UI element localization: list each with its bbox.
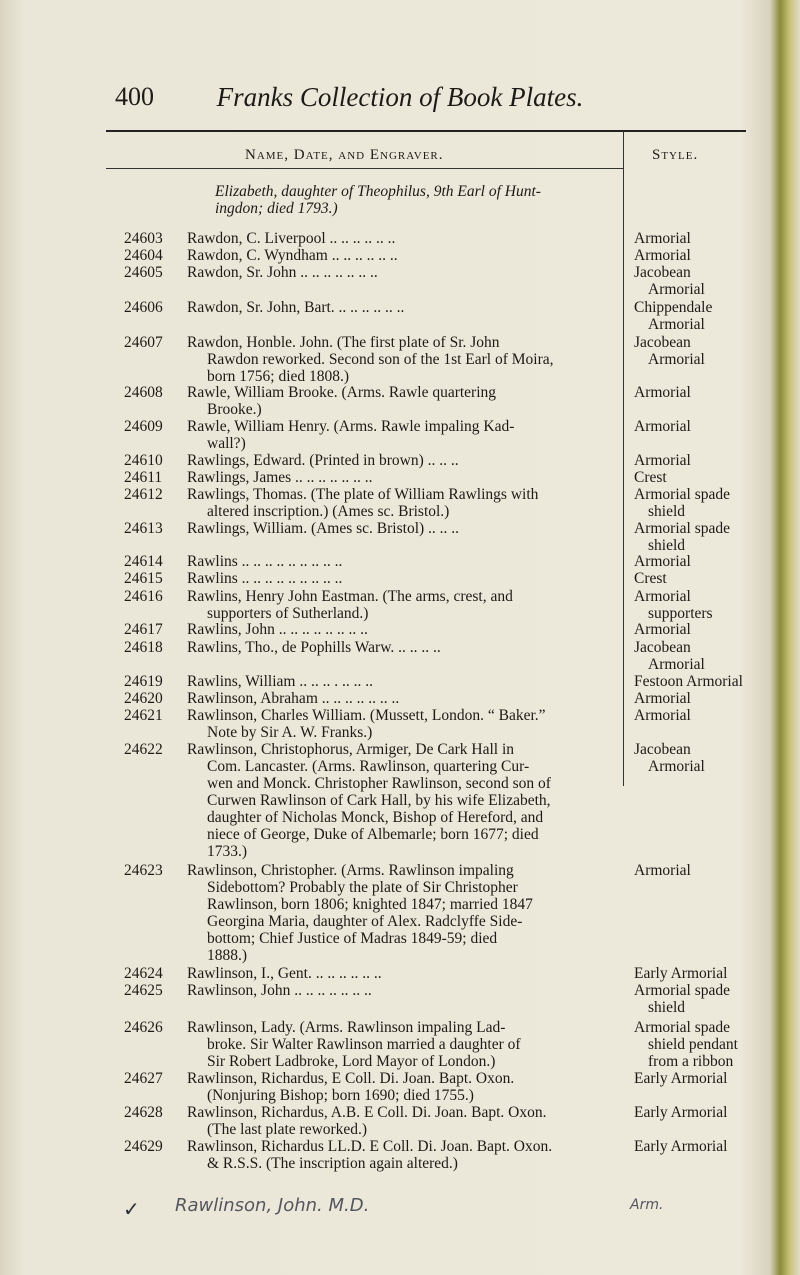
style-line: Early Armorial xyxy=(634,1138,728,1155)
entry-style xyxy=(634,230,754,247)
plate-number: 24610 xyxy=(124,452,163,469)
entry-style xyxy=(634,1138,754,1155)
entry-line: Rawlings, James .. .. .. .. .. .. .. xyxy=(187,469,373,486)
entry-name xyxy=(187,264,617,281)
entry-line: altered inscription.) (Ames sc. Bristol.) xyxy=(207,503,450,520)
style-line: Jacobean xyxy=(634,264,691,281)
entry-name xyxy=(187,486,617,520)
entry-style xyxy=(634,965,754,982)
style-line: Armorial xyxy=(648,281,705,298)
style-line: Festoon Armorial xyxy=(634,673,743,690)
entry-style xyxy=(634,469,754,486)
entry-line: Rawdon, Sr. John .. .. .. .. .. .. .. xyxy=(187,264,378,281)
entry-line: Com. Lancaster. (Arms. Rawlinson, quartering Cur- xyxy=(207,758,530,775)
handwritten-note xyxy=(0,1195,800,1245)
plate-number: 24607 xyxy=(124,334,163,351)
plate-number: 24612 xyxy=(124,486,163,503)
entry-line: Rawlins, John .. .. .. .. .. .. .. .. xyxy=(187,621,368,638)
entry-line: Rawlinson, Christophorus, Armiger, De Cark Hall in xyxy=(187,741,514,758)
entry-style xyxy=(634,1070,754,1087)
entry-name xyxy=(187,690,617,707)
plate-number: 24619 xyxy=(124,673,163,690)
style-line: Armorial xyxy=(634,862,691,879)
entry-line: supporters of Sutherland.) xyxy=(207,605,369,622)
entry-line: Rawlings, William. (Ames sc. Bristol) .. .. .. xyxy=(187,520,460,537)
plate-number: 24629 xyxy=(124,1138,163,1155)
entry-style xyxy=(634,588,754,622)
entry-line: wall?) xyxy=(207,435,246,452)
entry-style xyxy=(634,1104,754,1121)
entry-line: (Nonjuring Bishop; born 1690; died 1755.) xyxy=(207,1087,474,1104)
entry-style xyxy=(634,690,754,707)
top-rule xyxy=(106,130,746,132)
entry-style xyxy=(634,673,754,690)
entry-line: (The last plate reworked.) xyxy=(207,1121,368,1138)
entry-name xyxy=(187,1104,617,1138)
plate-number: 24605 xyxy=(124,264,163,281)
plate-number: 24615 xyxy=(124,570,163,587)
entry-line: born 1756; died 1808.) xyxy=(207,368,350,385)
style-line: shield xyxy=(648,537,686,554)
entry-line: Rawlinson, I., Gent. .. .. .. .. .. .. xyxy=(187,965,382,982)
style-line: Armorial xyxy=(634,230,691,247)
plate-number: 24616 xyxy=(124,588,163,605)
style-line: shield xyxy=(648,503,686,520)
plate-number: 24604 xyxy=(124,247,163,264)
entry-name xyxy=(187,520,617,537)
entry-line: Georgina Maria, daughter of Alex. Radclyffe Side- xyxy=(207,913,523,930)
entry-name xyxy=(187,621,617,638)
style-line: Armorial xyxy=(648,758,705,775)
entry-style xyxy=(634,384,754,401)
entry-line: 1888.) xyxy=(207,947,248,964)
style-line: Armorial xyxy=(648,351,705,368)
plate-number: 24611 xyxy=(124,469,163,486)
plate-number: 24613 xyxy=(124,520,163,537)
checkmark-icon: ✓ xyxy=(123,1197,140,1221)
entry-line: broke. Sir Walter Rawlinson married a daughter of xyxy=(207,1036,521,1053)
entry-line: Rawdon, Honble. John. (The first plate of Sr. John xyxy=(187,334,500,351)
style-line: Armorial xyxy=(634,588,691,605)
style-line: Early Armorial xyxy=(634,1104,728,1121)
style-line: Armorial spade xyxy=(634,1019,730,1036)
entry-name xyxy=(187,230,617,247)
style-line: Crest xyxy=(634,570,667,587)
style-line: Early Armorial xyxy=(634,965,728,982)
style-line: Armorial xyxy=(648,316,705,333)
header-rule xyxy=(106,168,623,169)
style-line: Armorial xyxy=(634,418,691,435)
entry-line: Rawlings, Edward. (Printed in brown) .. .. .. xyxy=(187,452,459,469)
style-line: Armorial xyxy=(634,690,691,707)
entry-line: Rawdon reworked. Second son of the 1st Earl of Moira, xyxy=(207,351,554,368)
entry-line: Sir Robert Ladbroke, Lord Mayor of London.) xyxy=(207,1053,496,1070)
entry-style xyxy=(634,570,754,587)
style-line: Armorial spade xyxy=(634,486,730,503)
entry-style xyxy=(634,334,754,368)
entry-name xyxy=(187,707,617,741)
entry-line: Rawlins .. .. .. .. .. .. .. .. .. xyxy=(187,553,343,570)
entry-line: Rawlinson, Charles William. (Mussett, London. “ Baker.” xyxy=(187,707,546,724)
entry-name xyxy=(187,1070,617,1104)
entry-name xyxy=(187,1019,617,1070)
style-line: Armorial spade xyxy=(634,982,730,999)
entry-name xyxy=(187,418,617,452)
plate-number: 24621 xyxy=(124,707,163,724)
entry-line: Rawle, William Brooke. (Arms. Rawle quartering xyxy=(187,384,497,401)
plate-number: 24614 xyxy=(124,553,163,570)
lead-line: ingdon; died 1793.) xyxy=(215,200,338,217)
style-line: Crest xyxy=(634,469,667,486)
entry-style xyxy=(634,982,754,1016)
style-line: Armorial xyxy=(634,707,691,724)
style-line: Armorial xyxy=(648,656,705,673)
lead-line: Elizabeth, daughter of Theophilus, 9th Earl of Hunt- xyxy=(215,183,541,200)
plate-number: 24628 xyxy=(124,1104,163,1121)
entry-line: & R.S.S. (The inscription again altered.) xyxy=(207,1155,458,1172)
entry-line: Rawle, William Henry. (Arms. Rawle impaling Kad- xyxy=(187,418,515,435)
entry-name xyxy=(187,588,617,622)
entry-line: Rawdon, C. Wyndham .. .. .. .. .. .. xyxy=(187,247,398,264)
entry-name xyxy=(187,334,617,385)
style-line: Jacobean xyxy=(634,334,691,351)
plate-number: 24618 xyxy=(124,639,163,656)
entry-style xyxy=(634,621,754,638)
page-header xyxy=(0,82,800,122)
handwritten-text-right: Arm. xyxy=(630,1197,664,1213)
style-line: shield pendant xyxy=(648,1036,738,1053)
entry-line: Note by Sir A. W. Franks.) xyxy=(207,724,373,741)
entry-line: niece of George, Duke of Albemarle; born 1677; died xyxy=(207,826,539,843)
style-line: Chippendale xyxy=(634,299,713,316)
plate-number: 24625 xyxy=(124,982,163,999)
style-line: shield xyxy=(648,999,686,1016)
plate-number: 24606 xyxy=(124,299,163,316)
plate-number: 24603 xyxy=(124,230,163,247)
entry-line: Rawlinson, Richardus, E Coll. Di. Joan. Bapt. Oxon. xyxy=(187,1070,515,1087)
entry-line: bottom; Chief Justice of Madras 1849-59; died xyxy=(207,930,498,947)
entry-line: Rawlinson, Richardus, A.B. E Coll. Di. Joan. Bapt. Oxon. xyxy=(187,1104,547,1121)
style-line: Armorial xyxy=(634,621,691,638)
page-number: 400 xyxy=(115,82,154,111)
style-line: Armorial xyxy=(634,247,691,264)
entry-line: Rawlins .. .. .. .. .. .. .. .. .. xyxy=(187,570,343,587)
entry-style xyxy=(634,418,754,435)
entry-style xyxy=(634,520,754,554)
plate-number: 24627 xyxy=(124,1070,163,1087)
margin-scribble xyxy=(24,1013,26,1028)
entry-line: Sidebottom? Probably the plate of Sir Christopher xyxy=(207,879,518,896)
entry-line: Rawlinson, Christopher. (Arms. Rawlinson impaling xyxy=(187,862,514,879)
style-line: supporters xyxy=(648,605,713,622)
entry-style xyxy=(634,639,754,673)
column-header-name: Name, Date, and Engraver. xyxy=(245,147,444,163)
entry-line: daughter of Nicholas Monck, Bishop of Hereford, and xyxy=(207,809,544,826)
plate-number: 24617 xyxy=(124,621,163,638)
entry-style xyxy=(634,264,754,298)
entry-line: Rawlinson, Lady. (Arms. Rawlinson impaling Lad- xyxy=(187,1019,506,1036)
entry-style xyxy=(634,553,754,570)
entry-name xyxy=(187,862,617,964)
entry-name xyxy=(187,639,617,656)
entry-name xyxy=(187,982,617,999)
entry-name xyxy=(187,299,617,316)
entry-style xyxy=(634,1019,754,1070)
entry-line: Rawdon, C. Liverpool .. .. .. .. .. .. xyxy=(187,230,396,247)
entry-style xyxy=(634,486,754,520)
style-line: Armorial xyxy=(634,553,691,570)
entry-line: Rawlinson, Abraham .. .. .. .. .. .. .. xyxy=(187,690,400,707)
entry-line: Brooke.) xyxy=(207,401,262,418)
plate-number: 24624 xyxy=(124,965,163,982)
running-title: Franks Collection of Book Plates. xyxy=(216,82,584,112)
entry-line: Rawlings, Thomas. (The plate of William Rawlings with xyxy=(187,486,539,503)
column-divider xyxy=(623,131,624,786)
plate-number: 24623 xyxy=(124,862,163,879)
entry-name xyxy=(187,570,617,587)
entry-line: wen and Monck. Christopher Rawlinson, second son of xyxy=(207,775,551,792)
column-header-style: Style. xyxy=(652,147,699,163)
entry-name xyxy=(187,553,617,570)
entry-line: Rawdon, Sr. John, Bart. .. .. .. .. .. .. xyxy=(187,299,405,316)
style-line: Armorial spade xyxy=(634,520,730,537)
plate-number: 24626 xyxy=(124,1019,163,1036)
handwritten-text: Rawlinson, John. M.D. xyxy=(175,1195,370,1216)
plate-number: 24620 xyxy=(124,690,163,707)
entry-line: Rawlinson, born 1806; knighted 1847; married 1847 xyxy=(207,896,533,913)
entry-line: Rawlins, Tho., de Pophills Warw. .. .. .. .. xyxy=(187,639,441,656)
entry-style xyxy=(634,299,754,333)
entry-line: Rawlinson, Richardus LL.D. E Coll. Di. Joan. Bapt. Oxon. xyxy=(187,1138,553,1155)
style-line: Jacobean xyxy=(634,741,691,758)
plate-number: 24609 xyxy=(124,418,163,435)
style-line: Early Armorial xyxy=(634,1070,728,1087)
entry-name xyxy=(187,384,617,418)
entry-name xyxy=(187,452,617,469)
entry-name xyxy=(187,1138,617,1172)
entry-line: 1733.) xyxy=(207,843,248,860)
style-line: Jacobean xyxy=(634,639,691,656)
style-line: Armorial xyxy=(634,384,691,401)
entry-style xyxy=(634,247,754,264)
plate-number: 24608 xyxy=(124,384,163,401)
entry-name xyxy=(187,469,617,486)
entry-style xyxy=(634,741,754,775)
entry-line: Rawlins, Henry John Eastman. (The arms, crest, and xyxy=(187,588,513,605)
entry-name xyxy=(187,673,617,690)
entry-name xyxy=(187,741,617,860)
plate-number: 24622 xyxy=(124,741,163,758)
entry-line: Curwen Rawlinson of Cark Hall, by his wife Elizabeth, xyxy=(207,792,551,809)
entry-style xyxy=(634,707,754,724)
entry-style xyxy=(634,862,754,879)
entry-style xyxy=(634,452,754,469)
entry-name xyxy=(187,247,617,264)
style-line: from a ribbon xyxy=(648,1053,734,1070)
entry-line: Rawlinson, John .. .. .. .. .. .. .. xyxy=(187,982,372,999)
entry-name xyxy=(187,965,617,982)
style-line: Armorial xyxy=(634,452,691,469)
entry-line: Rawlins, William .. .. .. . .. .. .. xyxy=(187,673,373,690)
